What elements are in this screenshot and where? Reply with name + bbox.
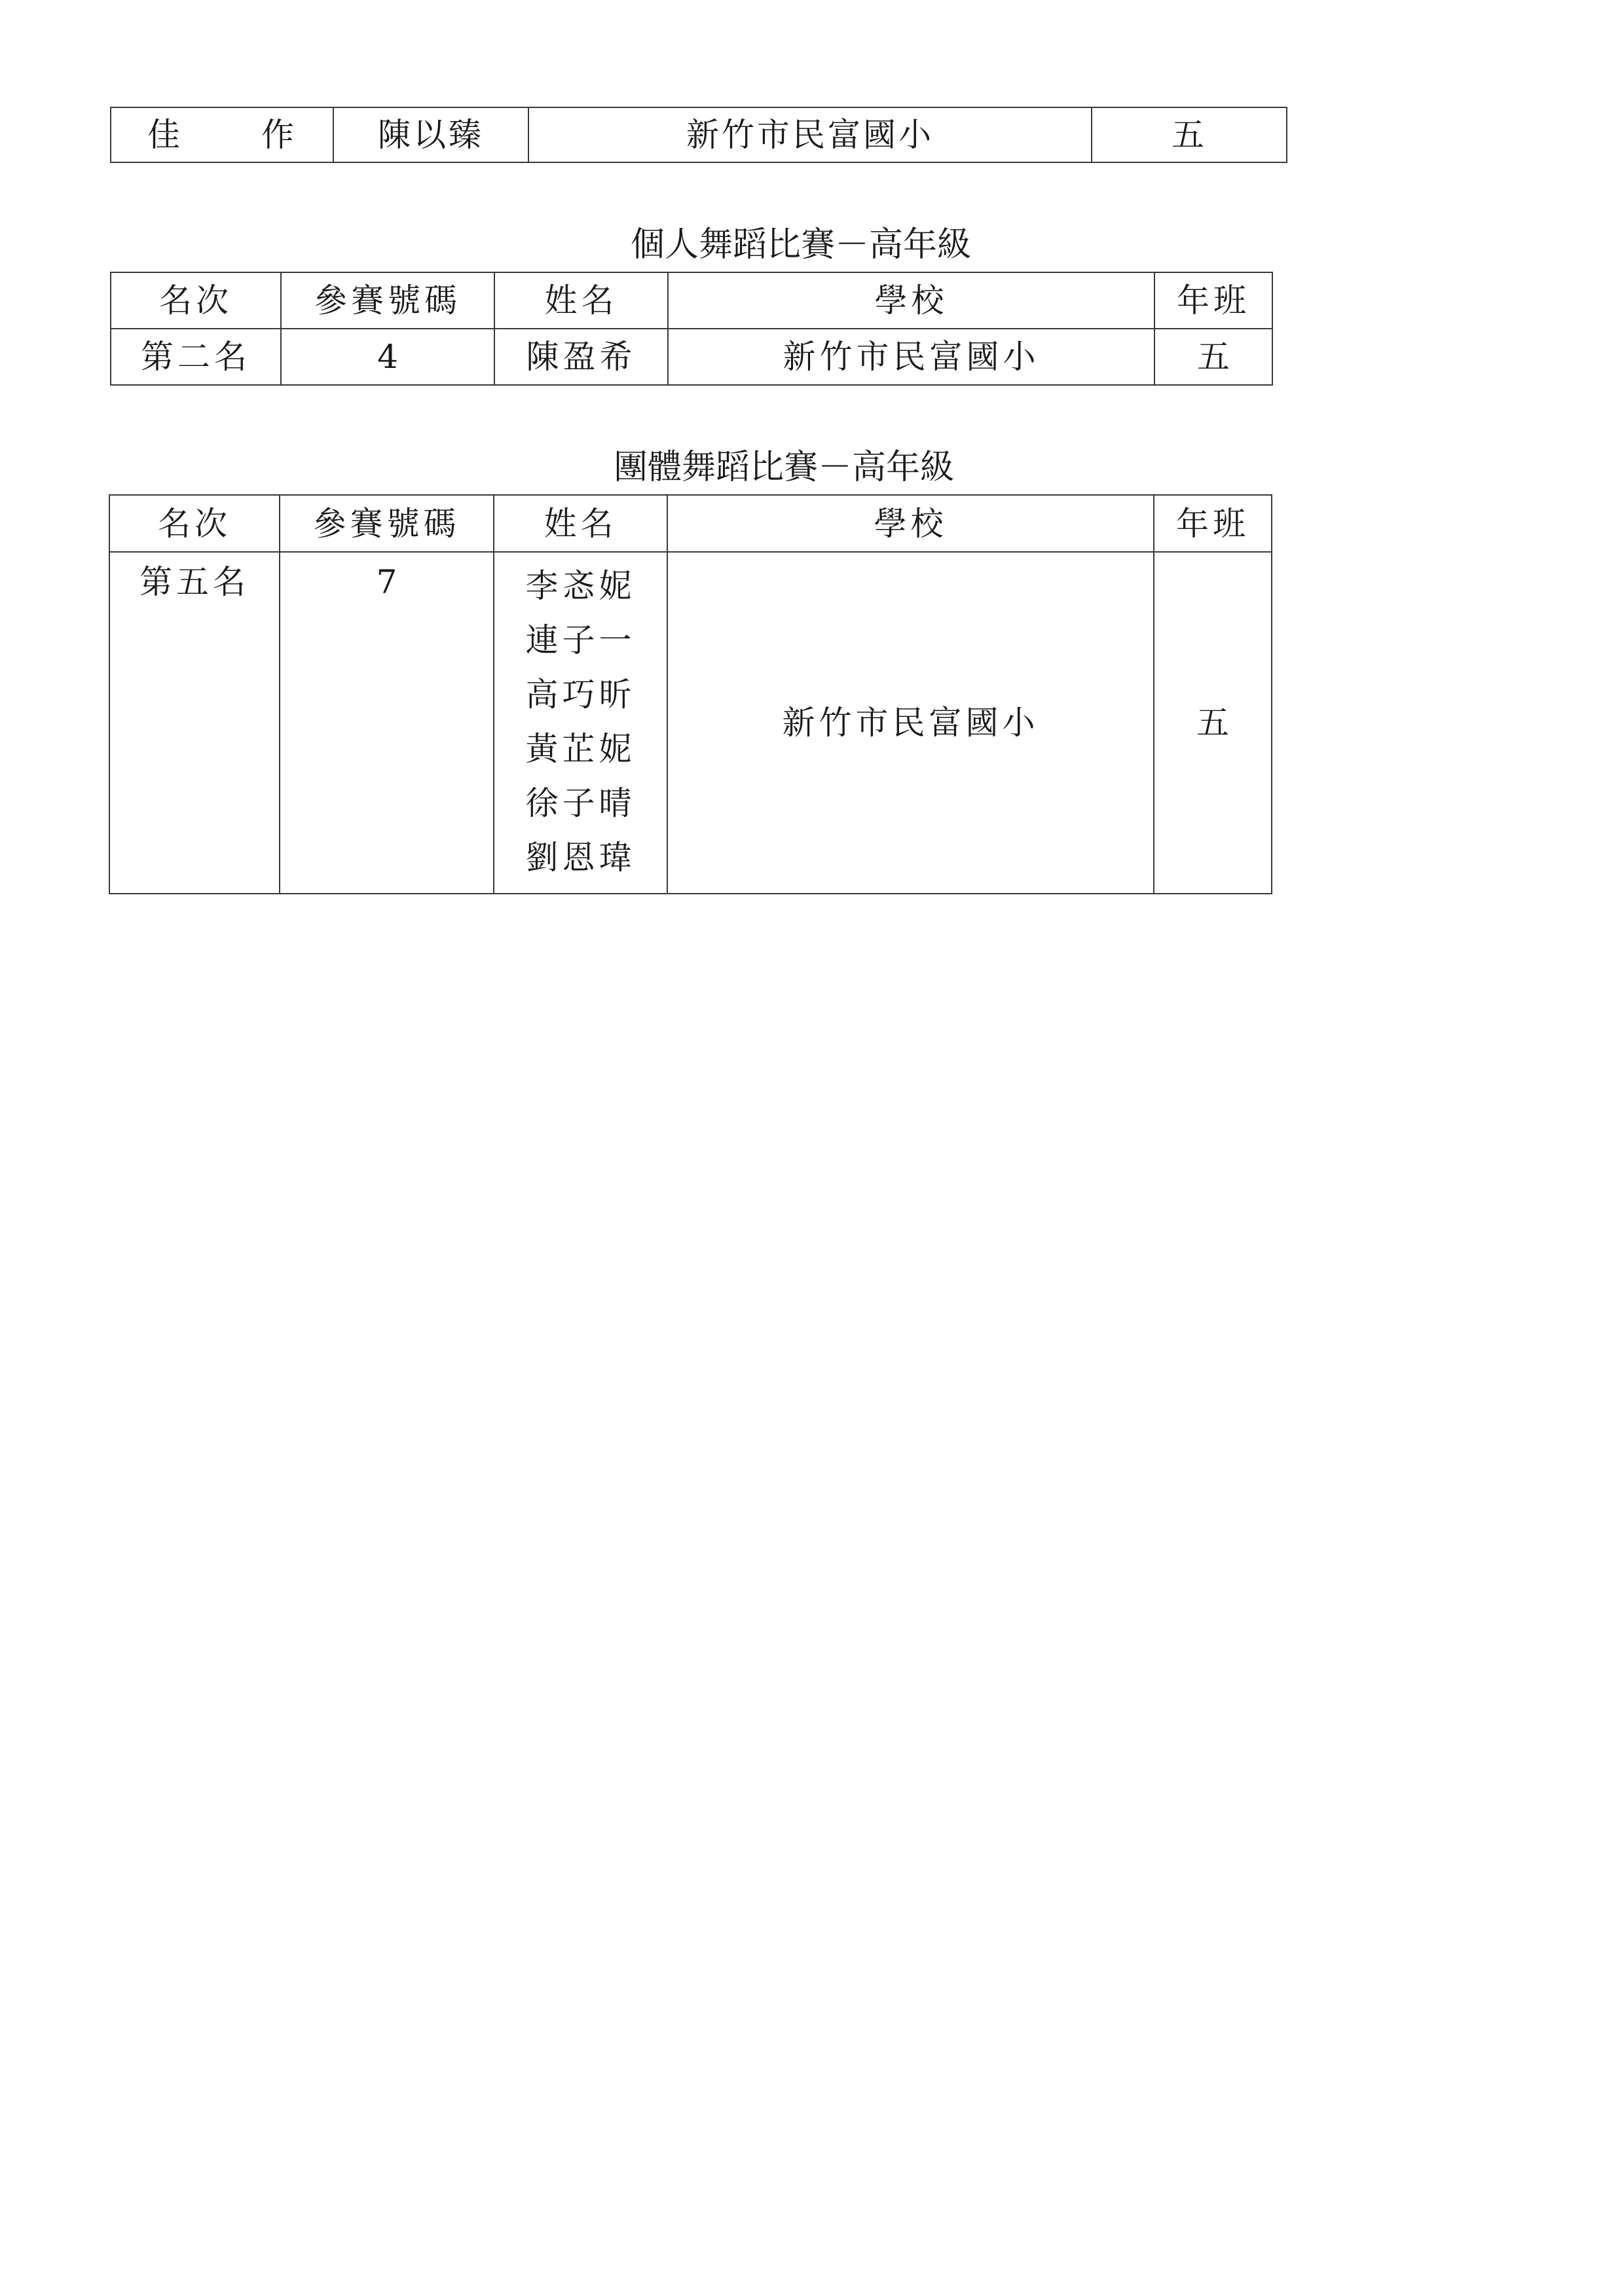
table-row: [111, 107, 1287, 162]
member-name: 李忞妮: [525, 567, 636, 605]
header-number: 參賽號碼: [281, 272, 494, 329]
header-rank: 名次: [109, 495, 280, 552]
header-grade: 年班: [1154, 272, 1272, 329]
number-cell: 7: [280, 552, 494, 894]
member-name: 黃芷妮: [525, 730, 636, 768]
member-name: 徐子晴: [525, 784, 636, 822]
member-name: 劉恩瑋: [525, 839, 636, 877]
header-school: 學校: [668, 272, 1154, 329]
header-school: 學校: [667, 495, 1154, 552]
table-row: [109, 552, 1272, 894]
individual-dance-table: [110, 272, 1273, 386]
grade-cell: 五: [1154, 329, 1272, 385]
name-cell: 陳以臻: [333, 107, 528, 162]
group-dance-title: 團體舞蹈比賽－高年級: [614, 448, 955, 487]
members-cell: [494, 552, 667, 894]
grade-cell: 五: [1154, 552, 1272, 894]
number-cell: 4: [281, 329, 494, 385]
school-cell: 新竹市民富國小: [667, 552, 1154, 894]
member-name: 連子一: [525, 621, 636, 659]
name-cell: 陳盈希: [494, 329, 668, 385]
award-cell: 佳 作: [111, 107, 333, 162]
individual-dance-title: 個人舞蹈比賽－高年級: [631, 225, 972, 264]
table-header-row: [109, 495, 1272, 552]
header-rank: 名次: [111, 272, 281, 329]
header-name: 姓名: [494, 272, 668, 329]
header-number: 參賽號碼: [280, 495, 494, 552]
member-name: 高巧昕: [525, 676, 636, 714]
rank-cell: 第二名: [111, 329, 281, 385]
rank-cell: 第五名: [109, 552, 280, 894]
award-table-carryover: [110, 107, 1287, 163]
header-grade: 年班: [1154, 495, 1272, 552]
table-header-row: [111, 272, 1272, 329]
header-name: 姓名: [494, 495, 667, 552]
grade-cell: 五: [1092, 107, 1287, 162]
school-cell: 新竹市民富國小: [668, 329, 1154, 385]
school-cell: 新竹市民富國小: [528, 107, 1092, 162]
table-row: [111, 329, 1272, 385]
group-dance-table: [109, 494, 1272, 894]
